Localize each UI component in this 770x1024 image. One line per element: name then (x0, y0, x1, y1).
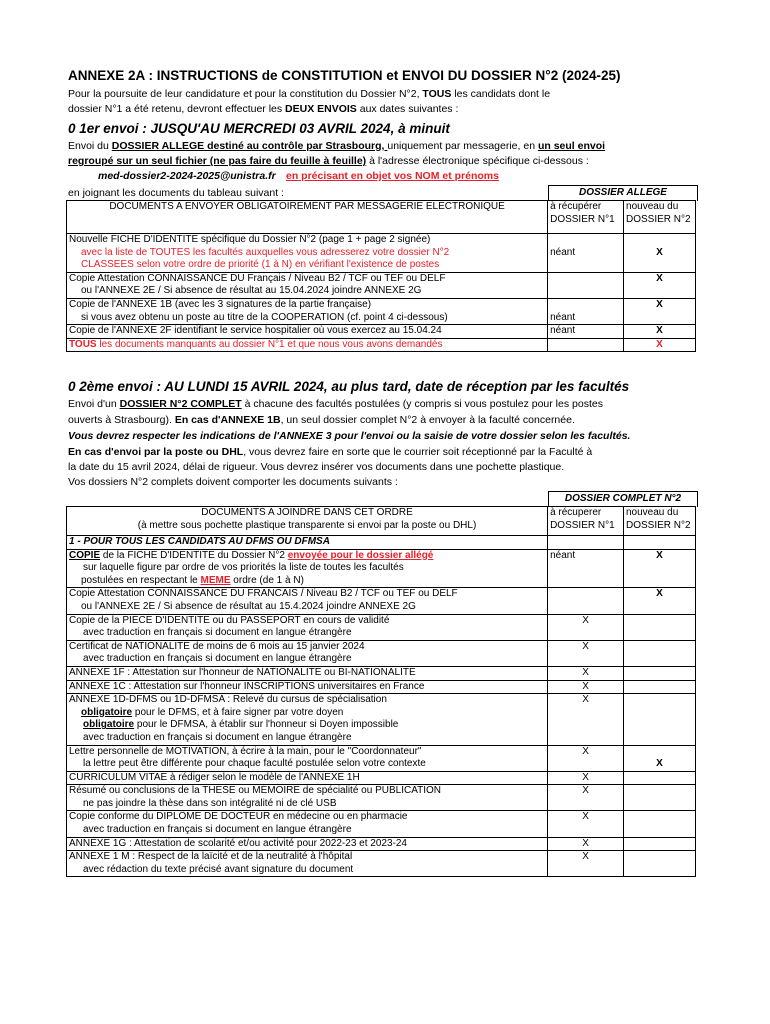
table-row: COPIE de la FICHE D'IDENTITE du Dossier N°2 envoyée pour le dossier allégé sur laquelle figure par ordre de vos priorités la liste de toutes les facultés postulées en respectant le MEME ordre (de 1 à N) néant X (67, 549, 696, 588)
envoi2-heading: 0 2ème envoi : AU LUNDI 15 AVRIL 2024, au plus tard, date de réception par les facultés (68, 379, 630, 394)
envoi2-line-4: En cas d'envoi par la poste ou DHL, vous devrez faire en sorte que le courrier soit réceptionné par la Faculté à (68, 446, 593, 458)
envoi2-line-5: la date du 15 avril 2024, délai de rigueur. Vous devrez insérer vos documents dans une pochette plastique. (68, 461, 565, 473)
envoi1-line-2: regroupé sur un seul fichier (ne pas faire du feuille à feuille) à l'adresse électronique spécifique ci-dessous : (68, 155, 589, 167)
table-header-row (67, 507, 696, 536)
table-row: Copie Attestation CONNAISSANCE DU Français / Niveau B2 / TCF ou TEF ou DELF ou l'ANNEXE 2E / Si absence de résultat au 15.04.2024 joindre ANNEXE 2G X (67, 272, 696, 298)
col-header-recuperer: à récupérer DOSSIER N°1 (548, 201, 624, 234)
table-row: Certificat de NATIONALITE de moins de 6 mois au 15 janvier 2024 avec traduction en français si document en langue étrangère X (67, 640, 696, 666)
envoi2-line-6: Vos dossiers N°2 complets doivent comporter les documents suivants : (68, 476, 398, 488)
table-row: ANNEXE 1C : Attestation sur l'honneur INSCRIPTIONS universitaires en France X (67, 680, 696, 694)
dossier-complet-header: DOSSIER COMPLET N°2 (548, 491, 698, 507)
envoi1-joining-text: en joignant les documents du tableau suivant : (68, 187, 284, 199)
table-row: Copie de la PIECE D'IDENTITE ou du PASSEPORT en cours de validité avec traduction en français si document en langue étrangère X (67, 614, 696, 640)
dossier-complet-table (66, 506, 696, 877)
col-header-recuperer: à récuperer DOSSIER N°1 (548, 507, 624, 536)
section-row: 1 - POUR TOUS LES CANDIDATS AU DFMS OU DFMSA (67, 536, 696, 550)
table-row: Lettre personnelle de MOTIVATION, à écrire à la main, pour le "Coordonnateur" la lettre peut être différente pour chaque faculté postulée selon votre contexte X X (67, 745, 696, 771)
table-row: Copie Attestation CONNAISSANCE DU FRANCAIS / Niveau B2 / TCF ou TEF ou DELF ou l'ANNEXE 2E / Si absence de résultat au 15.4.2024 joindre ANNEXE 2G X (67, 588, 696, 614)
envoi2-line-2: ouverts à Strasbourg). En cas d'ANNEXE 1B, un seul dossier complet N°2 à envoyer à la faculté concernée. (68, 414, 575, 426)
col-header-nouveau: nouveau du DOSSIER N°2 (624, 201, 696, 234)
dossier-allege-table (66, 200, 696, 352)
envoi1-line-1: Envoi du DOSSIER ALLEGE destiné au contrôle par Strasbourg, uniquement par messagerie, en un seul envoi (68, 140, 606, 152)
table-row: CURRICULUM VITAE à rédiger selon le modèle de l'ANNEXE 1H X (67, 771, 696, 785)
col-header-documents: DOCUMENTS A JOINDRE DANS CET ORDRE (à mettre sous pochette plastique transparente si envoi par la poste ou DHL) (67, 507, 548, 536)
table-row: ANNEXE 1 M : Respect de la laïcité et de la neutralité à l'hôpital avec rédaction du texte précisé avant signature du document X (67, 851, 696, 877)
table-row: Nouvelle FICHE D'IDENTITE spécifique du Dossier N°2 (page 1 + page 2 signée) avec la liste de TOUTES les facultés auxquelles vous adresserez votre dossier N°2 CLASSEES selon votre ordre de priorité (1 à N) en vérifiant l'existence de postes néant X (67, 234, 696, 273)
table-row: TOUS les documents manquants au dossier N°1 et que nous vous avons demandés X (67, 338, 696, 352)
table-row: ANNEXE 1F : Attestation sur l'honneur de NATIONALITE ou BI-NATIONALITE X (67, 666, 696, 680)
envoi1-email-note: en précisant en objet vos NOM et prénoms (286, 170, 499, 182)
col-header-documents: DOCUMENTS A ENVOYER OBLIGATOIREMENT PAR MESSAGERIE ELECTRONIQUE (67, 201, 548, 234)
table-row: Copie de l'ANNEXE 2F identifiant le service hospitalier où vous exercez au 15.04.24 néant X (67, 325, 696, 339)
table-row: Résumé ou conclusions de la THESE ou MÉMOIRE de spécialité ou PUBLICATION ne pas joindre la thèse dans son intégralité ni de clé USB X (67, 785, 696, 811)
table-header-row (67, 201, 696, 234)
page-title: ANNEXE 2A : INSTRUCTIONS de CONSTITUTION et ENVOI DU DOSSIER N°2 (2024-25) (68, 68, 621, 83)
table-row: ANNEXE 1D-DFMS ou 1D-DFMSA : Relevé du cursus de spécialisation obligatoire pour le DFMS, et à faire signer par votre doyen obligatoire pour le DFMSA, à établir sur l'honneur si Doyen impossible avec traduction en français si document en langue étrangère X (67, 694, 696, 745)
envoi2-line-3: Vous devrez respecter les indications de l'ANNEXE 3 pour l'envoi ou la saisie de votre dossier selon les facultés. (68, 430, 631, 442)
envoi2-line-1: Envoi d'un DOSSIER N°2 COMPLET à chacune des facultés postulées (y compris si vous postulez pour les postes (68, 398, 603, 410)
envoi1-email: med-dossier2-2024-2025@unistra.fr (98, 170, 276, 182)
table-row: Copie de l'ANNEXE 1B (avec les 3 signatures de la partie française) si vous avez obtenu un poste au titre de la COOPERATION (cf. point 4 ci-dessous) néant X (67, 298, 696, 324)
dossier-allege-header: DOSSIER ALLEGE (548, 185, 698, 201)
intro-line-2: dossier N°1 a été retenu, devront effectuer les DEUX ENVOIS aux dates suivantes : (68, 103, 459, 115)
col-header-nouveau: nouveau du DOSSIER N°2 (624, 507, 696, 536)
table-row: ANNEXE 1G : Attestation de scolarité et/ou activité pour 2022-23 et 2023-24 X (67, 837, 696, 851)
intro-line-1: Pour la poursuite de leur candidature et pour la constitution du Dossier N°2, TOUS les candidats dont le (68, 88, 551, 100)
table-row: Copie conforme du DIPLÔME DE DOCTEUR en médecine ou en pharmacie avec traduction en français si document en langue étrangère X (67, 811, 696, 837)
envoi1-heading: 0 1er envoi : JUSQU'AU MERCREDI 03 AVRIL 2024, à minuit (68, 121, 450, 136)
